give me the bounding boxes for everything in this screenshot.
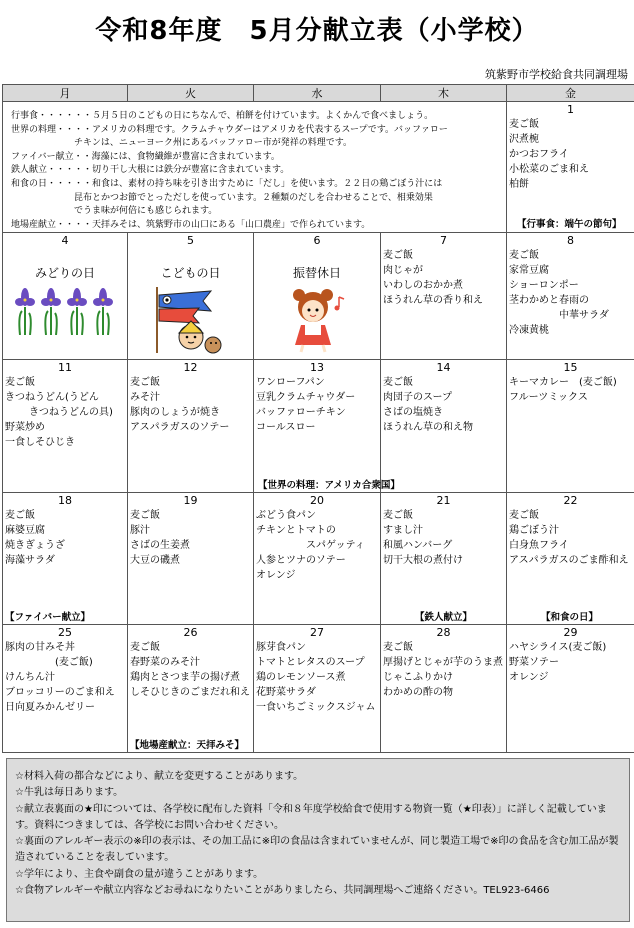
day-cell (507, 625, 634, 753)
notes-cell (3, 102, 507, 233)
menu-item: すまし汁 (383, 525, 423, 537)
menu-item: 家常豆腐 (509, 265, 549, 277)
menu-item: キーマカレー (麦ご飯) (509, 377, 617, 389)
menu-item: ブロッコリーのごま和え (5, 687, 115, 699)
note-line: 行事食・・・・・・５月５日のこどもの日にちなんで、柏餅を付けています。よくかんで食べましょう。 (11, 111, 434, 121)
day-number: 25 (58, 626, 72, 640)
menu-item: みそ汁 (130, 392, 160, 404)
day-cell (507, 360, 634, 493)
menu-item: きつねうどん(うどん (5, 392, 99, 404)
day-cell (507, 233, 634, 360)
girl-illustration (254, 285, 380, 353)
menu-item: オレンジ (256, 570, 296, 582)
menu-item: 一食しそひじき (5, 437, 75, 449)
iris-illustration (3, 285, 127, 335)
weekday-fri: 金 (507, 85, 634, 102)
note-line: 世界の料理・・・・アメリカの料理です。クラムチャウダーはアメリカを代表するスープです。バッファロー (11, 124, 448, 135)
weekday-thu: 木 (381, 85, 507, 102)
menu-item: 白身魚フライ (509, 540, 569, 552)
note-line: 地場産献立・・・・天拝みそは、筑紫野市の山口にある「山口農産」で作られています。 (11, 219, 371, 230)
day-number: 22 (563, 494, 578, 508)
menu-item: 豚汁 (130, 525, 150, 537)
footer-note: ☆牛乳は毎日あります。 (15, 787, 124, 799)
day-number: 14 (436, 361, 451, 375)
menu-item: 肉団子のスープ (383, 392, 452, 404)
event-tag: 【行事食：端午の節句】 (517, 219, 622, 231)
footer-note: ☆食物アレルギーや献立内容などお尋ねになりたいことがありましたら、共同調理場へご連絡ください。TEL923-6466 (15, 885, 550, 897)
holiday-name: こどもの日 (160, 266, 221, 281)
menu-item: 豚肉の甘みそ丼 (5, 642, 75, 654)
day-number: 7 (440, 234, 447, 248)
menu-item: 野菜炒め (5, 422, 45, 434)
menu-item: 豆乳クラムチャウダー (256, 392, 356, 404)
menu-item: ハヤシライス(麦ご飯) (509, 642, 607, 654)
menu-item: 茎わかめと春雨の (509, 295, 589, 307)
day-number: 11 (58, 361, 72, 375)
note-line: でうま味が何倍にも感じられます。 (11, 206, 218, 217)
weekday-tue: 火 (128, 85, 254, 102)
weekday-mon: 月 (3, 85, 128, 102)
day-number: 12 (183, 361, 198, 375)
menu-item: ぶどう食パン (256, 510, 316, 522)
day-number: 26 (183, 626, 198, 640)
menu-item: けんちん汁 (5, 672, 55, 684)
holiday-name: みどりの日 (34, 266, 95, 281)
footer-notes (6, 758, 630, 922)
footer-note: ☆献立表裏面の★印については、各学校に配布した資料「令和８年度学校給食で使用する物資一覧（★印表）」に詳しく記載しています。資料につきましては、各学校にお問い合わせください。 (15, 803, 607, 831)
menu-item: 麦ご飯 (509, 510, 539, 522)
menu-item: 柏餅 (509, 179, 529, 190)
day-number: 6 (313, 234, 321, 248)
menu-item: 豚肉のしょうが焼き (130, 407, 220, 419)
menu-item: 麦ご飯 (5, 510, 35, 522)
menu-item: 麦ご飯 (509, 119, 539, 130)
note-line: ファイバー献立・・海藻には、食物繊維が豊富に含まれています。 (11, 151, 280, 162)
day-number: 15 (563, 361, 578, 375)
day-cell (507, 102, 634, 233)
menu-item: 日向夏みかんゼリー (5, 702, 95, 714)
event-tag: 【和食の日】 (541, 612, 599, 624)
menu-item: バッファローチキン (256, 407, 346, 419)
menu-item: 麻婆豆腐 (5, 525, 45, 537)
day-cell (381, 625, 507, 753)
note-line: 鉄人献立・・・・・切り干し大根には鉄分が豊富に含まれています。 (11, 165, 290, 176)
day-cell (128, 625, 254, 753)
day-cell (128, 493, 254, 625)
menu-item: 豚芽食パン (256, 642, 306, 654)
menu-item: トマトとレタスのスープ (256, 657, 365, 669)
day-number: 21 (436, 494, 451, 508)
week-row-1 (3, 102, 634, 233)
footer-note: ☆材料入荷の都合などにより、献立を変更することがあります。 (15, 771, 304, 782)
menu-item: アスパラガスのソテー (130, 422, 230, 434)
menu-item: 春野菜のみそ汁 (130, 657, 200, 669)
menu-item: 麦ご飯 (5, 377, 35, 389)
day-cell (128, 233, 254, 360)
day-number: 4 (61, 234, 69, 248)
event-tag: 【ファイバー献立】 (5, 612, 91, 624)
day-cell (507, 493, 634, 625)
menu-item: 小松菜のごま和え (509, 164, 589, 175)
menu-item: 和風ハンバーグ (383, 540, 453, 552)
day-cell (381, 360, 507, 493)
menu-item: コールスロー (256, 422, 316, 434)
menu-item: スパゲッティ (306, 540, 365, 552)
week-row-4 (3, 493, 634, 625)
koinobori-illustration (128, 285, 253, 355)
menu-item: 麦ご飯 (383, 377, 413, 389)
menu-item: わかめの酢の物 (383, 687, 453, 699)
menu-item: じゃこふりかけ (383, 672, 453, 684)
menu-item: 一食いちごミックスジャム (256, 702, 376, 714)
notes-list (3, 102, 506, 232)
note-line: 和食の日・・・・・和食は、素材の持ち味を引き出すために「だし」を使います。２２日の鶏ごぼう汁には (11, 178, 443, 189)
menu-item: さばの生姜煮 (130, 540, 190, 552)
day-cell (128, 360, 254, 493)
menu-item: 大豆の磯煮 (130, 555, 180, 567)
day-cell (3, 493, 128, 625)
day-number: 28 (436, 626, 451, 640)
menu-item: チキンとトマトの (256, 525, 336, 537)
menu-item: 焼きぎょうざ (5, 540, 65, 552)
menu-item: 麦ご飯 (130, 377, 160, 389)
page-title: 令和8年度 5月分献立表（小学校） (95, 16, 539, 46)
note-line: 昆布とかつお節でとっただしを使っています。２種類のだしを合わせることで、相乗効果 (11, 192, 433, 203)
menu-item: 沢煮椀 (509, 134, 539, 145)
menu-item: 肉じゃが (383, 265, 423, 277)
menu-calendar (2, 84, 634, 753)
day-cell (381, 493, 507, 625)
menu-item: 花野菜サラダ (256, 687, 316, 699)
menu-item: 麦ご飯 (130, 642, 160, 654)
menu-item: 中華サラダ (559, 310, 609, 322)
menu-item: 鶏ごぼう汁 (509, 525, 559, 537)
day-cell (381, 233, 507, 360)
day-number: 29 (563, 626, 578, 640)
menu-item: 海藻サラダ (5, 555, 55, 567)
day-number: 5 (187, 234, 194, 248)
organization-name: 筑紫野市学校給食共同調理場 (485, 68, 628, 81)
menu-item: 麦ご飯 (509, 250, 539, 262)
footer-note: ☆裏面のアレルギー表示の※印の表示は、その加工品に※印の食品は含まれていませんが、同じ製造工場で※印の食品を含む加工品が製造されていることを表しています。 (15, 836, 619, 864)
holiday-name: 振替休日 (292, 266, 341, 281)
menu-item: いわしのおかか煮 (383, 280, 463, 292)
menu-item: さばの塩焼き (383, 407, 443, 419)
week-row-2 (3, 233, 634, 360)
menu-item: 鶏肉とさつま芋の揚げ煮 (130, 672, 240, 684)
day-cell (3, 625, 128, 753)
menu-item: アスパラガスのごま酢和え (509, 555, 629, 567)
day-cell (254, 233, 381, 360)
weekday-wed: 水 (254, 85, 381, 102)
menu-item: 厚揚げとじゃが芋のうま煮 (383, 657, 503, 669)
menu-item: ショーロンポー (509, 280, 579, 292)
menu-item: きつねうどんの具) (29, 407, 113, 419)
menu-item: 麦ご飯 (130, 510, 160, 522)
event-tag: 【地場産献立：天拝みそ】 (130, 740, 245, 752)
week-row-5 (3, 625, 634, 753)
menu-item: 冷凍黄桃 (509, 325, 549, 337)
day-number: 27 (310, 626, 324, 640)
menu-item: オレンジ (509, 672, 549, 684)
menu-item: 麦ご飯 (383, 510, 413, 522)
day-number: 1 (567, 103, 574, 116)
day-cell (3, 360, 128, 493)
day-cell (254, 493, 381, 625)
day-cell (254, 625, 381, 753)
event-tag: 【世界の料理：アメリカ合衆国】 (258, 480, 400, 492)
menu-item: ほうれん草の香り和え (383, 295, 483, 307)
menu-item: フルーツミックス (509, 392, 588, 404)
day-cell (3, 233, 128, 360)
menu-item: ほうれん草の和え物 (383, 422, 473, 434)
weekday-header-row (3, 85, 634, 102)
menu-item: 麦ご飯 (383, 250, 413, 262)
menu-item: 人参とツナのソテー (256, 555, 346, 567)
day-number: 8 (567, 234, 574, 248)
day-number: 18 (58, 494, 72, 508)
day-number: 20 (310, 494, 324, 508)
event-tag: 【鉄人献立】 (415, 612, 473, 624)
footer-note: ☆学年により、主食や副食の量が違うことがあります。 (15, 868, 264, 880)
menu-item: 麦ご飯 (383, 642, 413, 654)
week-row-3 (3, 360, 634, 493)
menu-item: ワンローフパン (256, 377, 325, 389)
menu-item: しそひじきのごまだれ和え (130, 687, 250, 699)
day-number: 19 (183, 494, 198, 508)
menu-item: 切干大根の煮付け (383, 555, 463, 567)
day-number: 13 (310, 361, 324, 375)
menu-item: かつおフライ (509, 149, 569, 160)
note-line: チキンは、ニューヨーク州にあるバッファロー市が発祥の料理です。 (11, 138, 353, 149)
menu-item: 野菜ソテー (509, 657, 559, 669)
menu-item: 鶏のレモンソース煮 (256, 672, 346, 684)
menu-item: (麦ご飯) (55, 657, 93, 669)
